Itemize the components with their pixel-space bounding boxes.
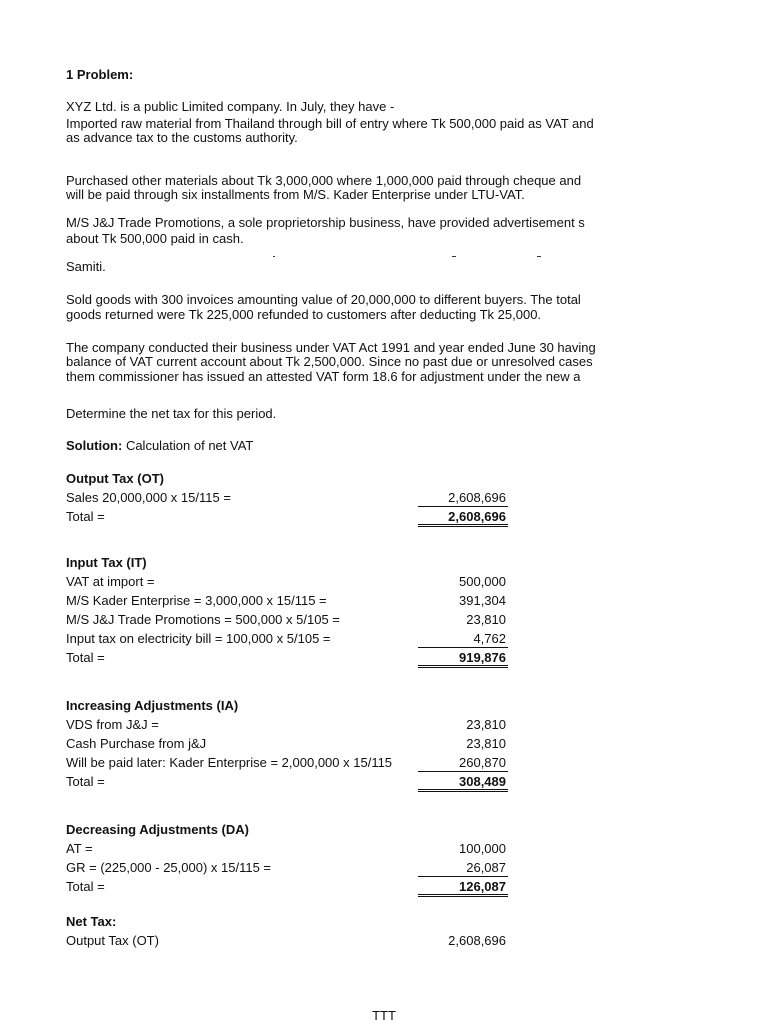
- decreasing-adj-row-value: 100,000: [459, 841, 506, 856]
- problem-para-5-line-1-clip: [66, 292, 631, 307]
- input-tax-row-value: 500,000: [459, 574, 506, 589]
- net-tax-row-value: 2,608,696: [448, 933, 506, 948]
- problem-para-3-line-1-clip: [66, 215, 631, 230]
- problem-para-2-line-2: will be paid through six installments from M/S. Kader Enterprise under LTU-VAT.: [66, 187, 525, 202]
- output-tax-heading: Output Tax (OT): [66, 471, 164, 486]
- problem-para-5-line-2: goods returned were Tk 225,000 refunded to customers after deducting Tk 25,000.: [66, 307, 542, 322]
- decreasing-adj-row-label: GR = (225,000 - 25,000) x 15/115 =: [66, 860, 272, 875]
- increasing-adj-row-label: VDS from J&J =: [66, 717, 159, 732]
- problem-para-6-line-2: balance of VAT current account about Tk 2,500,000. Since no past due or unresolved cases: [66, 354, 593, 369]
- output-tax-double-rule: [418, 524, 508, 527]
- decreasing-adj-subtotal-rule: [418, 876, 508, 877]
- increasing-adj-row-value: 23,810: [466, 717, 506, 732]
- increasing-adj-row-label-clip: [66, 755, 418, 770]
- problem-para-4-line: Samiti.: [66, 259, 106, 274]
- input-tax-row-value: 391,304: [459, 593, 506, 608]
- net-tax-row-label: Output Tax (OT): [66, 933, 159, 948]
- decreasing-adj-total-value: 126,087: [459, 879, 506, 894]
- input-tax-row-label: Input tax on electricity bill = 100,000 x 5/105 =: [66, 631, 331, 646]
- problem-intro: XYZ Ltd. is a public Limited company. In July, they have -: [66, 99, 395, 114]
- increasing-adj-row-value: 260,870: [459, 755, 506, 770]
- input-tax-subtotal-rule: [418, 647, 508, 648]
- decreasing-adj-total-label: Total =: [66, 879, 105, 894]
- input-tax-row-label: M/S Kader Enterprise = 3,000,000 x 15/115 =: [66, 593, 327, 608]
- output-tax-subtotal-rule: [418, 506, 508, 507]
- increasing-adj-row-value: 23,810: [466, 736, 506, 751]
- input-tax-row-label: VAT at import =: [66, 574, 155, 589]
- problem-para-2-line-1-clip: [66, 173, 631, 188]
- output-tax-row-value: 2,608,696: [448, 490, 506, 505]
- increasing-adj-subtotal-rule: [418, 771, 508, 772]
- input-tax-total-value: 919,876: [459, 650, 506, 665]
- increasing-adj-total-value: 308,489: [459, 774, 506, 789]
- input-tax-row-value: 23,810: [466, 612, 506, 627]
- input-tax-row-value: 4,762: [473, 631, 506, 646]
- clipped-text-fragment: [273, 256, 275, 257]
- input-tax-double-rule: [418, 665, 508, 668]
- decreasing-adj-row-value: 26,087: [466, 860, 506, 875]
- problem-para-5-line-1: Sold goods with 300 invoices amounting value of 20,000,000 to different buyers. The total: [66, 292, 581, 307]
- output-tax-total-label: Total =: [66, 509, 105, 524]
- increasing-adj-double-rule: [418, 789, 508, 792]
- problem-para-6-line-2-clip: [66, 354, 631, 369]
- problem-para-6-line-3: them commissioner has issued an attested VAT form 18.6 for adjustment under the new a: [66, 369, 581, 384]
- clipped-text-fragment: [537, 256, 541, 257]
- problem-para-1-line-1: Imported raw material from Thailand through bill of entry where Tk 500,000 paid as VAT and: [66, 116, 594, 131]
- clipped-text-fragment: [452, 256, 456, 257]
- input-tax-row-label: M/S J&J Trade Promotions = 500,000 x 5/105 =: [66, 612, 340, 627]
- problem-para-1-line-1-clip: [66, 116, 631, 131]
- increasing-adj-row-label: Cash Purchase from j&J: [66, 736, 207, 751]
- page-footer: TTT: [372, 1008, 396, 1023]
- net-tax-heading: Net Tax:: [66, 914, 117, 929]
- problem-para-1-line-2: as advance tax to the customs authority.: [66, 130, 298, 145]
- increasing-adj-total-label: Total =: [66, 774, 105, 789]
- problem-question: Determine the net tax for this period.: [66, 406, 277, 421]
- problem-para-3-line-1: M/S J&J Trade Promotions, a sole proprietorship business, have provided advertisement s: [66, 215, 585, 230]
- decreasing-adj-heading: Decreasing Adjustments (DA): [66, 822, 249, 837]
- output-tax-total-value: 2,608,696: [448, 509, 506, 524]
- input-tax-heading: Input Tax (IT): [66, 555, 147, 570]
- problem-para-6-line-1: The company conducted their business under VAT Act 1991 and year ended June 30 having: [66, 340, 596, 355]
- problem-heading: 1 Problem:: [66, 67, 134, 82]
- problem-para-6-line-3-clip: [66, 369, 631, 384]
- problem-para-3-line-2: about Tk 500,000 paid in cash.: [66, 231, 244, 246]
- problem-para-2-line-1: Purchased other materials about Tk 3,000,000 where 1,000,000 paid through cheque and: [66, 173, 582, 188]
- solution-label: Solution:: [66, 438, 123, 453]
- solution-text: Calculation of net VAT: [122, 438, 254, 453]
- solution-line: [66, 438, 253, 453]
- problem-para-6-line-1-clip: [66, 340, 631, 355]
- increasing-adj-heading: Increasing Adjustments (IA): [66, 698, 239, 713]
- output-tax-row-label: Sales 20,000,000 x 15/115 =: [66, 490, 231, 505]
- input-tax-total-label: Total =: [66, 650, 105, 665]
- increasing-adj-row-label: Will be paid later: Kader Enterprise = 2,000,000 x 15/115: [66, 755, 393, 770]
- decreasing-adj-double-rule: [418, 894, 508, 897]
- decreasing-adj-row-label: AT =: [66, 841, 93, 856]
